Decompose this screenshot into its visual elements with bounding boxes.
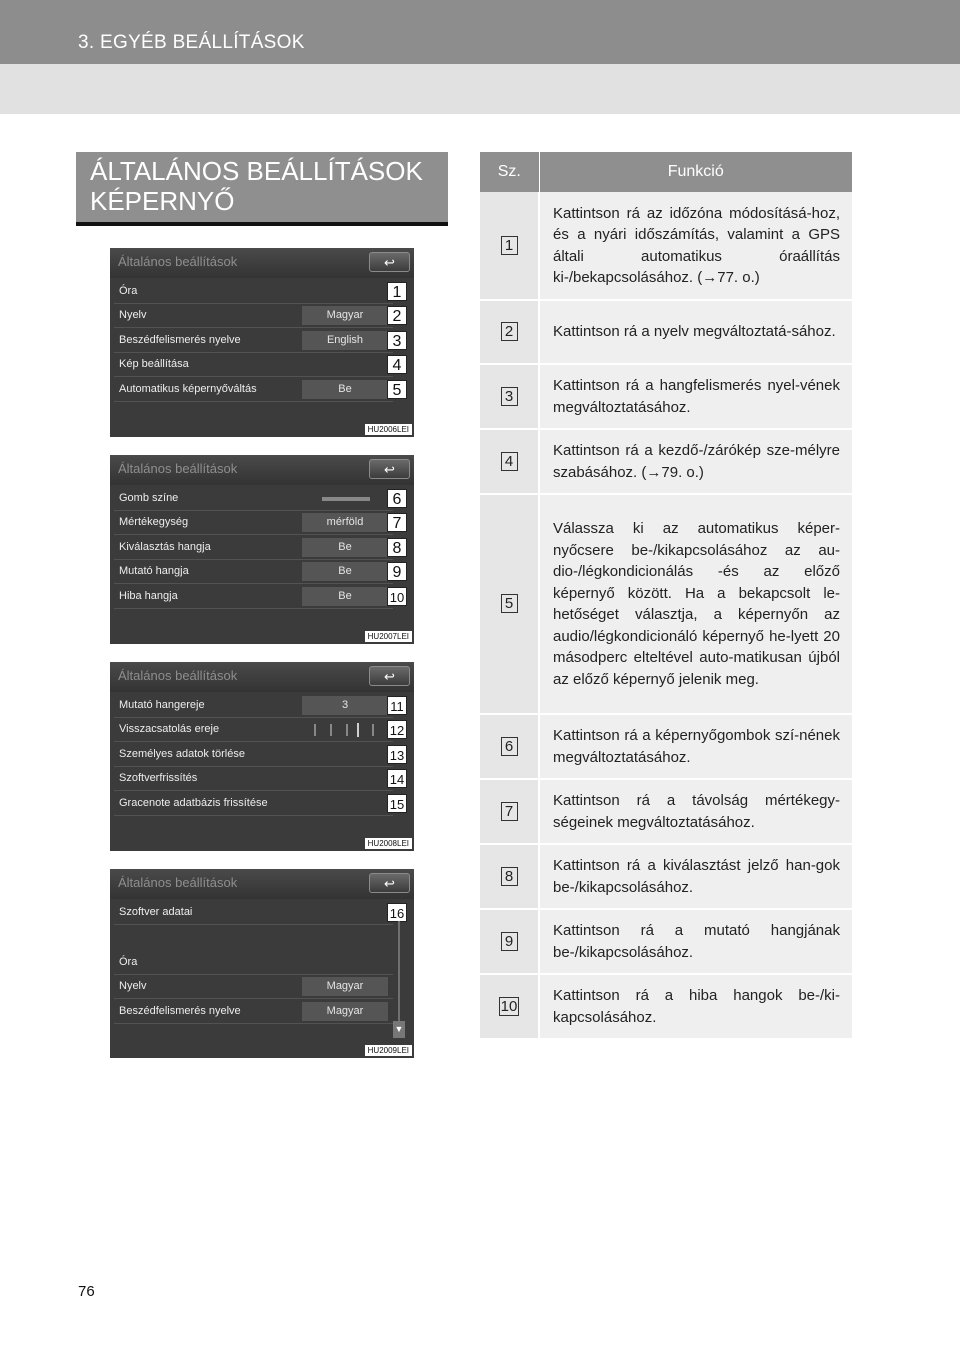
row-label: Nyelv (119, 309, 147, 321)
table-row (480, 300, 852, 364)
row-text: Kattintson rá a mutató hangjának be-/kikapcsolásához. (539, 909, 852, 974)
row-text: Kattintson rá a hiba hangok be-/ki-kapcsolásához. (539, 974, 852, 1039)
image-code: HU2008LEI (365, 838, 412, 849)
row-value: Magyar (302, 306, 388, 325)
row-label: Mértékegység (119, 516, 189, 528)
page-number: 76 (78, 1283, 95, 1300)
menu-row-hiba-hangja[interactable] (114, 586, 393, 609)
menu-row-mutato-hangja[interactable] (114, 561, 393, 584)
back-arrow-icon[interactable]: ↩ (369, 459, 410, 479)
scrollbar[interactable] (393, 921, 405, 1038)
table-row (480, 909, 852, 974)
row-label: Gomb színe (119, 492, 179, 504)
screen-header (110, 248, 414, 278)
callout-number: 11 (387, 696, 407, 715)
column-header-function: Funkció (539, 152, 852, 192)
slider-tick (346, 724, 348, 736)
back-arrow-icon[interactable]: ↩ (369, 666, 410, 686)
row-number: 4 (501, 452, 518, 471)
menu-row-automatikus-kepernyovaltas[interactable] (114, 379, 393, 402)
menu-row-kivalasztas-hangja[interactable] (114, 537, 393, 560)
row-text: Kattintson rá a képernyőgombok szí-nének megváltoztatásához. (539, 714, 852, 779)
callout-number: 6 (387, 489, 407, 508)
row-label: Hiba hangja (119, 590, 178, 602)
table-row (480, 779, 852, 844)
row-text: Kattintson rá a távolság mértékegy-ségeinek megváltoztatásához. (539, 779, 852, 844)
header-band (0, 64, 960, 114)
column-header-number: Sz. (480, 152, 539, 192)
callout-number: 2 (387, 306, 407, 325)
row-label: Mutató hangja (119, 565, 189, 577)
row-value: mérföld (302, 513, 388, 532)
table-row (480, 192, 852, 300)
row-number: 6 (501, 737, 518, 756)
table-row (480, 844, 852, 909)
table-row (480, 494, 852, 714)
menu-row-mutato-hangereje[interactable] (114, 695, 393, 718)
row-label: Kiválasztás hangja (119, 541, 211, 553)
page-header (0, 0, 960, 64)
row-label: Gracenote adatbázis frissítése (119, 797, 268, 809)
slider-knob[interactable] (357, 723, 359, 737)
row-label: Mutató hangereje (119, 699, 205, 711)
menu-row-nyelv[interactable] (114, 976, 393, 999)
image-code: HU2006LEI (365, 424, 412, 435)
row-number: 2 (501, 322, 518, 341)
back-arrow-icon[interactable]: ↩ (369, 873, 410, 893)
callout-number: 14 (387, 769, 407, 788)
screen-title: Általános beállítások (118, 461, 238, 476)
scroll-track (398, 921, 400, 1021)
section-title-line2: KÉPERNYŐ (90, 186, 235, 216)
settings-screen-4 (110, 869, 414, 1058)
row-label: Beszédfelismerés nyelve (119, 334, 241, 346)
table-row (480, 974, 852, 1039)
menu-row-mertekegyseg[interactable] (114, 512, 393, 535)
row-number: 3 (501, 387, 518, 406)
row-text: Kattintson rá a hangfelismerés nyel-vének megváltoztatásához. (539, 364, 852, 429)
slider-tick (314, 724, 316, 736)
row-label: Automatikus képernyőváltás (119, 383, 257, 395)
settings-screen-3 (110, 662, 414, 851)
row-label: Személyes adatok törlése (119, 748, 245, 760)
row-label: Kép beállítása (119, 358, 189, 370)
table-row (480, 364, 852, 429)
settings-screen-2 (110, 455, 414, 644)
callout-number: 1 (387, 282, 407, 301)
row-label: Nyelv (119, 980, 147, 992)
row-label: Beszédfelismerés nyelve (119, 1005, 241, 1017)
row-label: Szoftverfrissítés (119, 772, 198, 784)
row-text: Kattintson rá a nyelv megváltoztatá-sához. (539, 300, 852, 364)
row-label: Óra (119, 285, 138, 297)
image-code: HU2009LEI (365, 1045, 412, 1056)
callout-number: 3 (387, 331, 407, 350)
row-value: Magyar (302, 977, 388, 996)
callout-number: 16 (387, 903, 407, 922)
menu-row-nyelv[interactable] (114, 305, 393, 328)
screen-title: Általános beállítások (118, 668, 238, 683)
row-number: 5 (501, 594, 518, 613)
callout-number: 10 (387, 587, 407, 606)
row-text: Kattintson rá az időzóna módosításá-hoz, és a nyári időszámítás, valamint a GPS általi automatikus óraállítás ki-/bekapcsolásához. (→77. o.) (539, 192, 852, 300)
menu-row-beszedfelismeres[interactable] (114, 1001, 393, 1024)
menu-row-ora[interactable] (114, 281, 393, 304)
section-title-line1: ÁLTALÁNOS BEÁLLÍTÁSOK (90, 156, 423, 186)
row-value: Be (302, 587, 388, 606)
screen-title: Általános beállítások (118, 875, 238, 890)
screen-header (110, 869, 414, 899)
image-code: HU2007LEI (365, 631, 412, 642)
screen-header (110, 455, 414, 485)
row-number: 9 (501, 932, 518, 951)
menu-row-gracenote-frissites[interactable] (114, 793, 393, 816)
row-number: 7 (501, 802, 518, 821)
table-header-row (480, 152, 852, 192)
menu-row-szoftverfrissites[interactable] (114, 768, 393, 791)
row-value: English (302, 331, 388, 350)
table-row (480, 714, 852, 779)
callout-number: 13 (387, 745, 407, 764)
table-row (480, 429, 852, 494)
row-number: 1 (501, 236, 518, 255)
row-number: 8 (501, 867, 518, 886)
menu-row-visszacsatolas-ereje[interactable] (114, 719, 393, 742)
row-value: Be (302, 380, 388, 399)
callout-number: 15 (387, 794, 407, 813)
row-label: Visszacsatolás ereje (119, 723, 220, 735)
row-value: Be (302, 538, 388, 557)
menu-row-szemelyes-adatok-torlese[interactable] (114, 744, 393, 767)
settings-screen-1 (110, 248, 414, 437)
row-value: 3 (302, 696, 388, 715)
row-text: Válassza ki az automatikus képer-nyőcsere be-/kikapcsolásához az au-dio-/légkondicionálás -és az előző képernyő között. Ha a bekapcsolt le-hetőséget választja, a képernyőn az audio/légkondicionáló képernyő he-lyett 20 másodperc elteltével auto-matikusan újból az előző képernyő jelenik meg. (539, 494, 852, 714)
row-value: Be (302, 562, 388, 581)
menu-row-ora[interactable] (114, 952, 393, 975)
function-table (480, 152, 852, 1040)
color-preview-bar (322, 497, 370, 501)
scroll-down-icon[interactable]: ▼ (393, 1021, 405, 1038)
callout-number: 9 (387, 562, 407, 581)
row-label: Szoftver adatai (119, 906, 193, 918)
slider-tick (330, 724, 332, 736)
back-arrow-icon[interactable]: ↩ (369, 252, 410, 272)
menu-row-gomb-szine[interactable] (114, 488, 393, 511)
row-value: Magyar (302, 1002, 388, 1021)
menu-row-kep-beallitasa[interactable] (114, 354, 393, 377)
menu-row-szoftver-adatai[interactable] (114, 902, 393, 925)
slider-tick (372, 724, 374, 736)
callout-number: 4 (387, 355, 407, 374)
callout-number: 12 (387, 720, 407, 739)
row-label: Óra (119, 956, 138, 968)
menu-row-beszedfelismeres[interactable] (114, 330, 393, 353)
section-title (76, 152, 448, 226)
callout-number: 7 (387, 513, 407, 532)
row-text: Kattintson rá a kezdő-/zárókép sze-mélyre szabásához. (→79. o.) (539, 429, 852, 494)
callout-number: 5 (387, 380, 407, 399)
row-text: Kattintson rá a kiválasztást jelző han-gok be-/kikapcsolásához. (539, 844, 852, 909)
chapter-title: 3. EGYÉB BEÁLLÍTÁSOK (78, 32, 305, 53)
callout-number: 8 (387, 538, 407, 557)
row-number: 10 (500, 997, 518, 1015)
screen-header (110, 662, 414, 692)
screen-title: Általános beállítások (118, 254, 238, 269)
